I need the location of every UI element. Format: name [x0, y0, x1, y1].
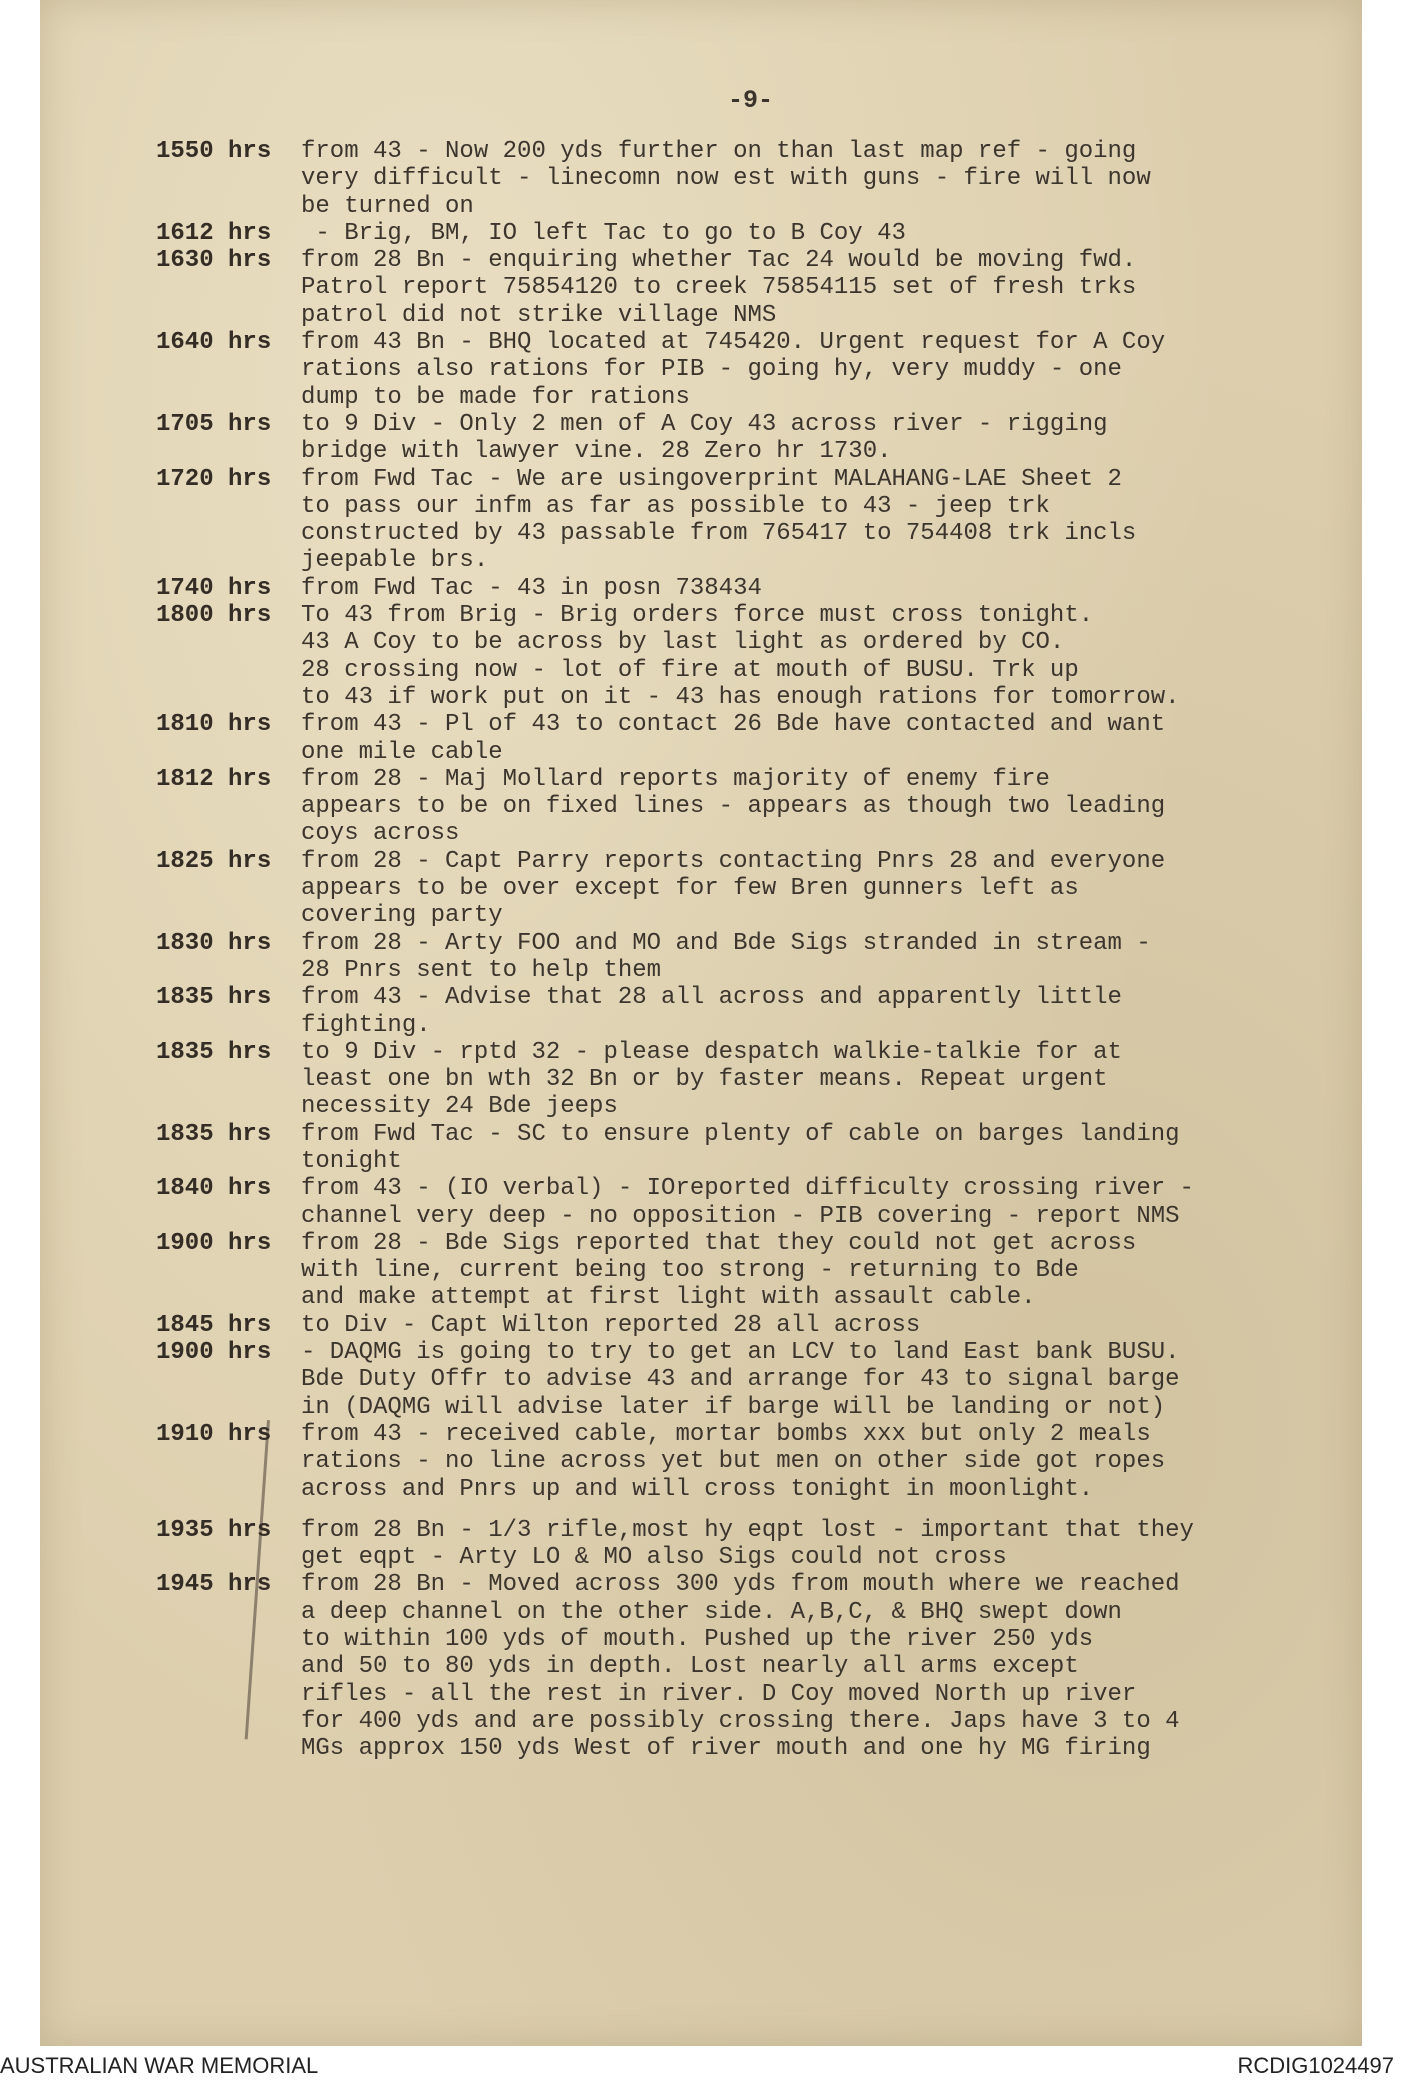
log-entry	[156, 1175, 1316, 1230]
entry-time: 1705 hrs	[156, 410, 272, 438]
entry-line: from 43 - (IO verbal) - IOreported difficulty crossing river -	[301, 1175, 1194, 1203]
entry-time: 1640 hrs	[156, 329, 272, 357]
entry-line: covering party	[301, 902, 503, 930]
entry-text	[301, 984, 1316, 1039]
log-entry	[156, 930, 1316, 985]
entry-line: MGs approx 150 yds West of river mouth and one hy MG firing	[301, 1735, 1151, 1763]
entry-line: 43 A Coy to be across by last light as ordered by CO.	[301, 629, 1065, 657]
log-entry	[156, 1571, 1316, 1762]
entry-text	[301, 1121, 1316, 1176]
entry-time: 1800 hrs	[156, 602, 272, 630]
entry-time: 1835 hrs	[156, 984, 272, 1012]
entry-line: necessity 24 Bde jeeps	[301, 1093, 618, 1121]
entry-line: from 43 Bn - BHQ located at 745420. Urgent request for A Coy	[301, 329, 1166, 357]
entry-line: to pass our infm as far as possible to 43 - jeep trk	[301, 492, 1050, 520]
entry-line: with line, current being too strong - returning to Bde	[301, 1257, 1079, 1285]
entry-text	[301, 1175, 1316, 1230]
entry-line: from 28 Bn - Moved across 300 yds from mouth where we reached	[301, 1571, 1180, 1599]
entry-line: To 43 from Brig - Brig orders force must cross tonight.	[301, 602, 1094, 630]
entry-line: to within 100 yds of mouth. Pushed up the river 250 yds	[301, 1626, 1094, 1654]
entry-line: and 50 to 80 yds in depth. Lost nearly all arms except	[301, 1653, 1079, 1681]
entry-line: to 9 Div - Only 2 men of A Coy 43 across river - rigging	[301, 410, 1108, 438]
entry-line: from 43 - received cable, mortar bombs xxx but only 2 meals	[301, 1420, 1151, 1448]
entry-line: Patrol report 75854120 to creek 75854115 set of fresh trks	[301, 274, 1137, 302]
entry-text	[301, 1339, 1316, 1421]
entry-line: from 43 - Pl of 43 to contact 26 Bde have contacted and want	[301, 711, 1166, 739]
entry-text	[301, 138, 1316, 220]
entry-line: from 28 - Capt Parry reports contacting Pnrs 28 and everyone	[301, 847, 1166, 875]
log-entry	[156, 1312, 1316, 1339]
log-entry	[156, 602, 1316, 711]
log-entry	[156, 1339, 1316, 1421]
entry-line: channel very deep - no opposition - PIB covering - report NMS	[301, 1202, 1180, 1230]
entry-line: from 28 Bn - 1/3 rifle,most hy eqpt lost - important that they	[301, 1516, 1194, 1544]
entry-line: tonight	[301, 1147, 402, 1175]
entry-line: dump to be made for rations	[301, 383, 690, 411]
entry-line: from 28 - Maj Mollard reports majority of enemy fire	[301, 765, 1050, 793]
log-entry	[156, 247, 1316, 329]
entry-line: from Fwd Tac - We are usingoverprint MALAHANG-LAE Sheet 2	[301, 465, 1122, 493]
entry-time: 1825 hrs	[156, 847, 272, 875]
entry-time: 1900 hrs	[156, 1229, 272, 1257]
entry-time: 1812 hrs	[156, 765, 272, 793]
entry-line: rations - no line across yet but men on other side got ropes	[301, 1448, 1166, 1476]
entry-text	[301, 766, 1316, 848]
entry-line: from 43 - Advise that 28 all across and apparently little	[301, 984, 1122, 1012]
log-entry	[156, 220, 1316, 247]
entry-text	[301, 711, 1316, 766]
entry-time: 1945 hrs	[156, 1571, 272, 1599]
war-diary-log	[156, 138, 1316, 1763]
entry-time: 1810 hrs	[156, 711, 272, 739]
log-entry	[156, 1230, 1316, 1312]
entry-time: 1550 hrs	[156, 138, 272, 165]
entry-line: - DAQMG is going to try to get an LCV to land East bank BUSU.	[301, 1339, 1180, 1367]
entry-time: 1935 hrs	[156, 1516, 272, 1544]
entry-line: 28 crossing now - lot of fire at mouth of BUSU. Trk up	[301, 656, 1079, 684]
log-entry	[156, 848, 1316, 930]
log-entry	[156, 138, 1316, 220]
entry-line: from 28 Bn - enquiring whether Tac 24 would be moving fwd.	[301, 247, 1137, 275]
entry-line: from 43 - Now 200 yds further on than last map ref - going	[301, 138, 1137, 165]
entry-text	[301, 1039, 1316, 1121]
entry-line: from 28 - Bde Sigs reported that they could not get across	[301, 1229, 1137, 1257]
log-entry	[156, 984, 1316, 1039]
entry-line: coys across	[301, 820, 460, 848]
entry-line: one mile cable	[301, 738, 503, 766]
entry-line: jeepable brs.	[301, 547, 489, 575]
entry-time: 1720 hrs	[156, 465, 272, 493]
entry-line: appears to be on fixed lines - appears as though two leading	[301, 793, 1166, 821]
entry-line: 28 Pnrs sent to help them	[301, 956, 662, 984]
entry-text	[301, 1571, 1316, 1762]
entry-text	[301, 466, 1316, 575]
entry-text	[301, 575, 1316, 602]
entry-line: and make attempt at first light with assault cable.	[301, 1284, 1036, 1312]
log-entry	[156, 1517, 1316, 1572]
entry-line: - Brig, BM, IO left Tac to go to B Coy 43	[301, 219, 906, 247]
log-entry	[156, 329, 1316, 411]
entry-line: across and Pnrs up and will cross tonight in moonlight.	[301, 1475, 1094, 1503]
entry-text	[301, 930, 1316, 985]
footer-record-id: RCDIG1024497	[1237, 2053, 1394, 2078]
entry-time: 1845 hrs	[156, 1311, 272, 1339]
entry-line: rations also rations for PIB - going hy, very muddy - one	[301, 356, 1122, 384]
entry-line: fighting.	[301, 1011, 431, 1039]
entry-line: get eqpt - Arty LO & MO also Sigs could not cross	[301, 1544, 1007, 1572]
log-entry	[156, 711, 1316, 766]
entry-line: patrol did not strike village NMS	[301, 301, 777, 329]
entry-line: to Div - Capt Wilton reported 28 all across	[301, 1311, 921, 1339]
entry-line: from Fwd Tac - SC to ensure plenty of cable on barges landing	[301, 1120, 1180, 1148]
log-entry	[156, 1121, 1316, 1176]
entry-line: from 28 - Arty FOO and MO and Bde Sigs stranded in stream -	[301, 929, 1151, 957]
entry-text	[301, 1421, 1316, 1503]
page-number: -9-	[728, 86, 774, 115]
entry-time: 1910 hrs	[156, 1420, 272, 1448]
entry-time: 1612 hrs	[156, 219, 272, 247]
entry-line: from Fwd Tac - 43 in posn 738434	[301, 574, 762, 602]
log-entry	[156, 575, 1316, 602]
entry-text	[301, 1312, 1316, 1339]
entry-time: 1840 hrs	[156, 1175, 272, 1203]
entry-time: 1835 hrs	[156, 1038, 272, 1066]
entry-line: to 9 Div - rptd 32 - please despatch walkie-talkie for at	[301, 1038, 1122, 1066]
entry-line: a deep channel on the other side. A,B,C, & BHQ swept down	[301, 1598, 1122, 1626]
entry-text	[301, 848, 1316, 930]
log-entry	[156, 1421, 1316, 1503]
log-entry	[156, 466, 1316, 575]
entry-time: 1835 hrs	[156, 1120, 272, 1148]
entry-time: 1740 hrs	[156, 574, 272, 602]
entry-time: 1900 hrs	[156, 1339, 272, 1367]
document-page	[40, 0, 1362, 2046]
entry-time: 1630 hrs	[156, 247, 272, 275]
log-entry	[156, 766, 1316, 848]
entry-text	[301, 1230, 1316, 1312]
entry-line: rifles - all the rest in river. D Coy moved North up river	[301, 1680, 1137, 1708]
entry-text	[301, 1517, 1316, 1572]
entry-time: 1830 hrs	[156, 929, 272, 957]
entry-text	[301, 220, 1316, 247]
entry-text	[301, 411, 1316, 466]
entry-line: very difficult - linecomn now est with guns - fire will now	[301, 165, 1151, 193]
entry-line: to 43 if work put on it - 43 has enough rations for tomorrow.	[301, 683, 1180, 711]
footer-institution: AUSTRALIAN WAR MEMORIAL	[0, 2053, 319, 2078]
entry-text	[301, 329, 1316, 411]
entry-line: least one bn wth 32 Bn or by faster means. Repeat urgent	[301, 1066, 1108, 1094]
entry-text	[301, 247, 1316, 329]
entry-line: in (DAQMG will advise later if barge will be landing or not)	[301, 1393, 1166, 1421]
log-entry	[156, 411, 1316, 466]
entry-line: bridge with lawyer vine. 28 Zero hr 1730.	[301, 438, 892, 466]
entry-line: for 400 yds and are possibly crossing there. Japs have 3 to 4	[301, 1707, 1180, 1735]
entry-line: constructed by 43 passable from 765417 to 754408 trk incls	[301, 520, 1137, 548]
entry-line: be turned on	[301, 192, 474, 220]
entry-text	[301, 602, 1316, 711]
entry-line: Bde Duty Offr to advise 43 and arrange for 43 to signal barge	[301, 1366, 1180, 1394]
entry-line: appears to be over except for few Bren gunners left as	[301, 875, 1079, 903]
log-entry	[156, 1039, 1316, 1121]
